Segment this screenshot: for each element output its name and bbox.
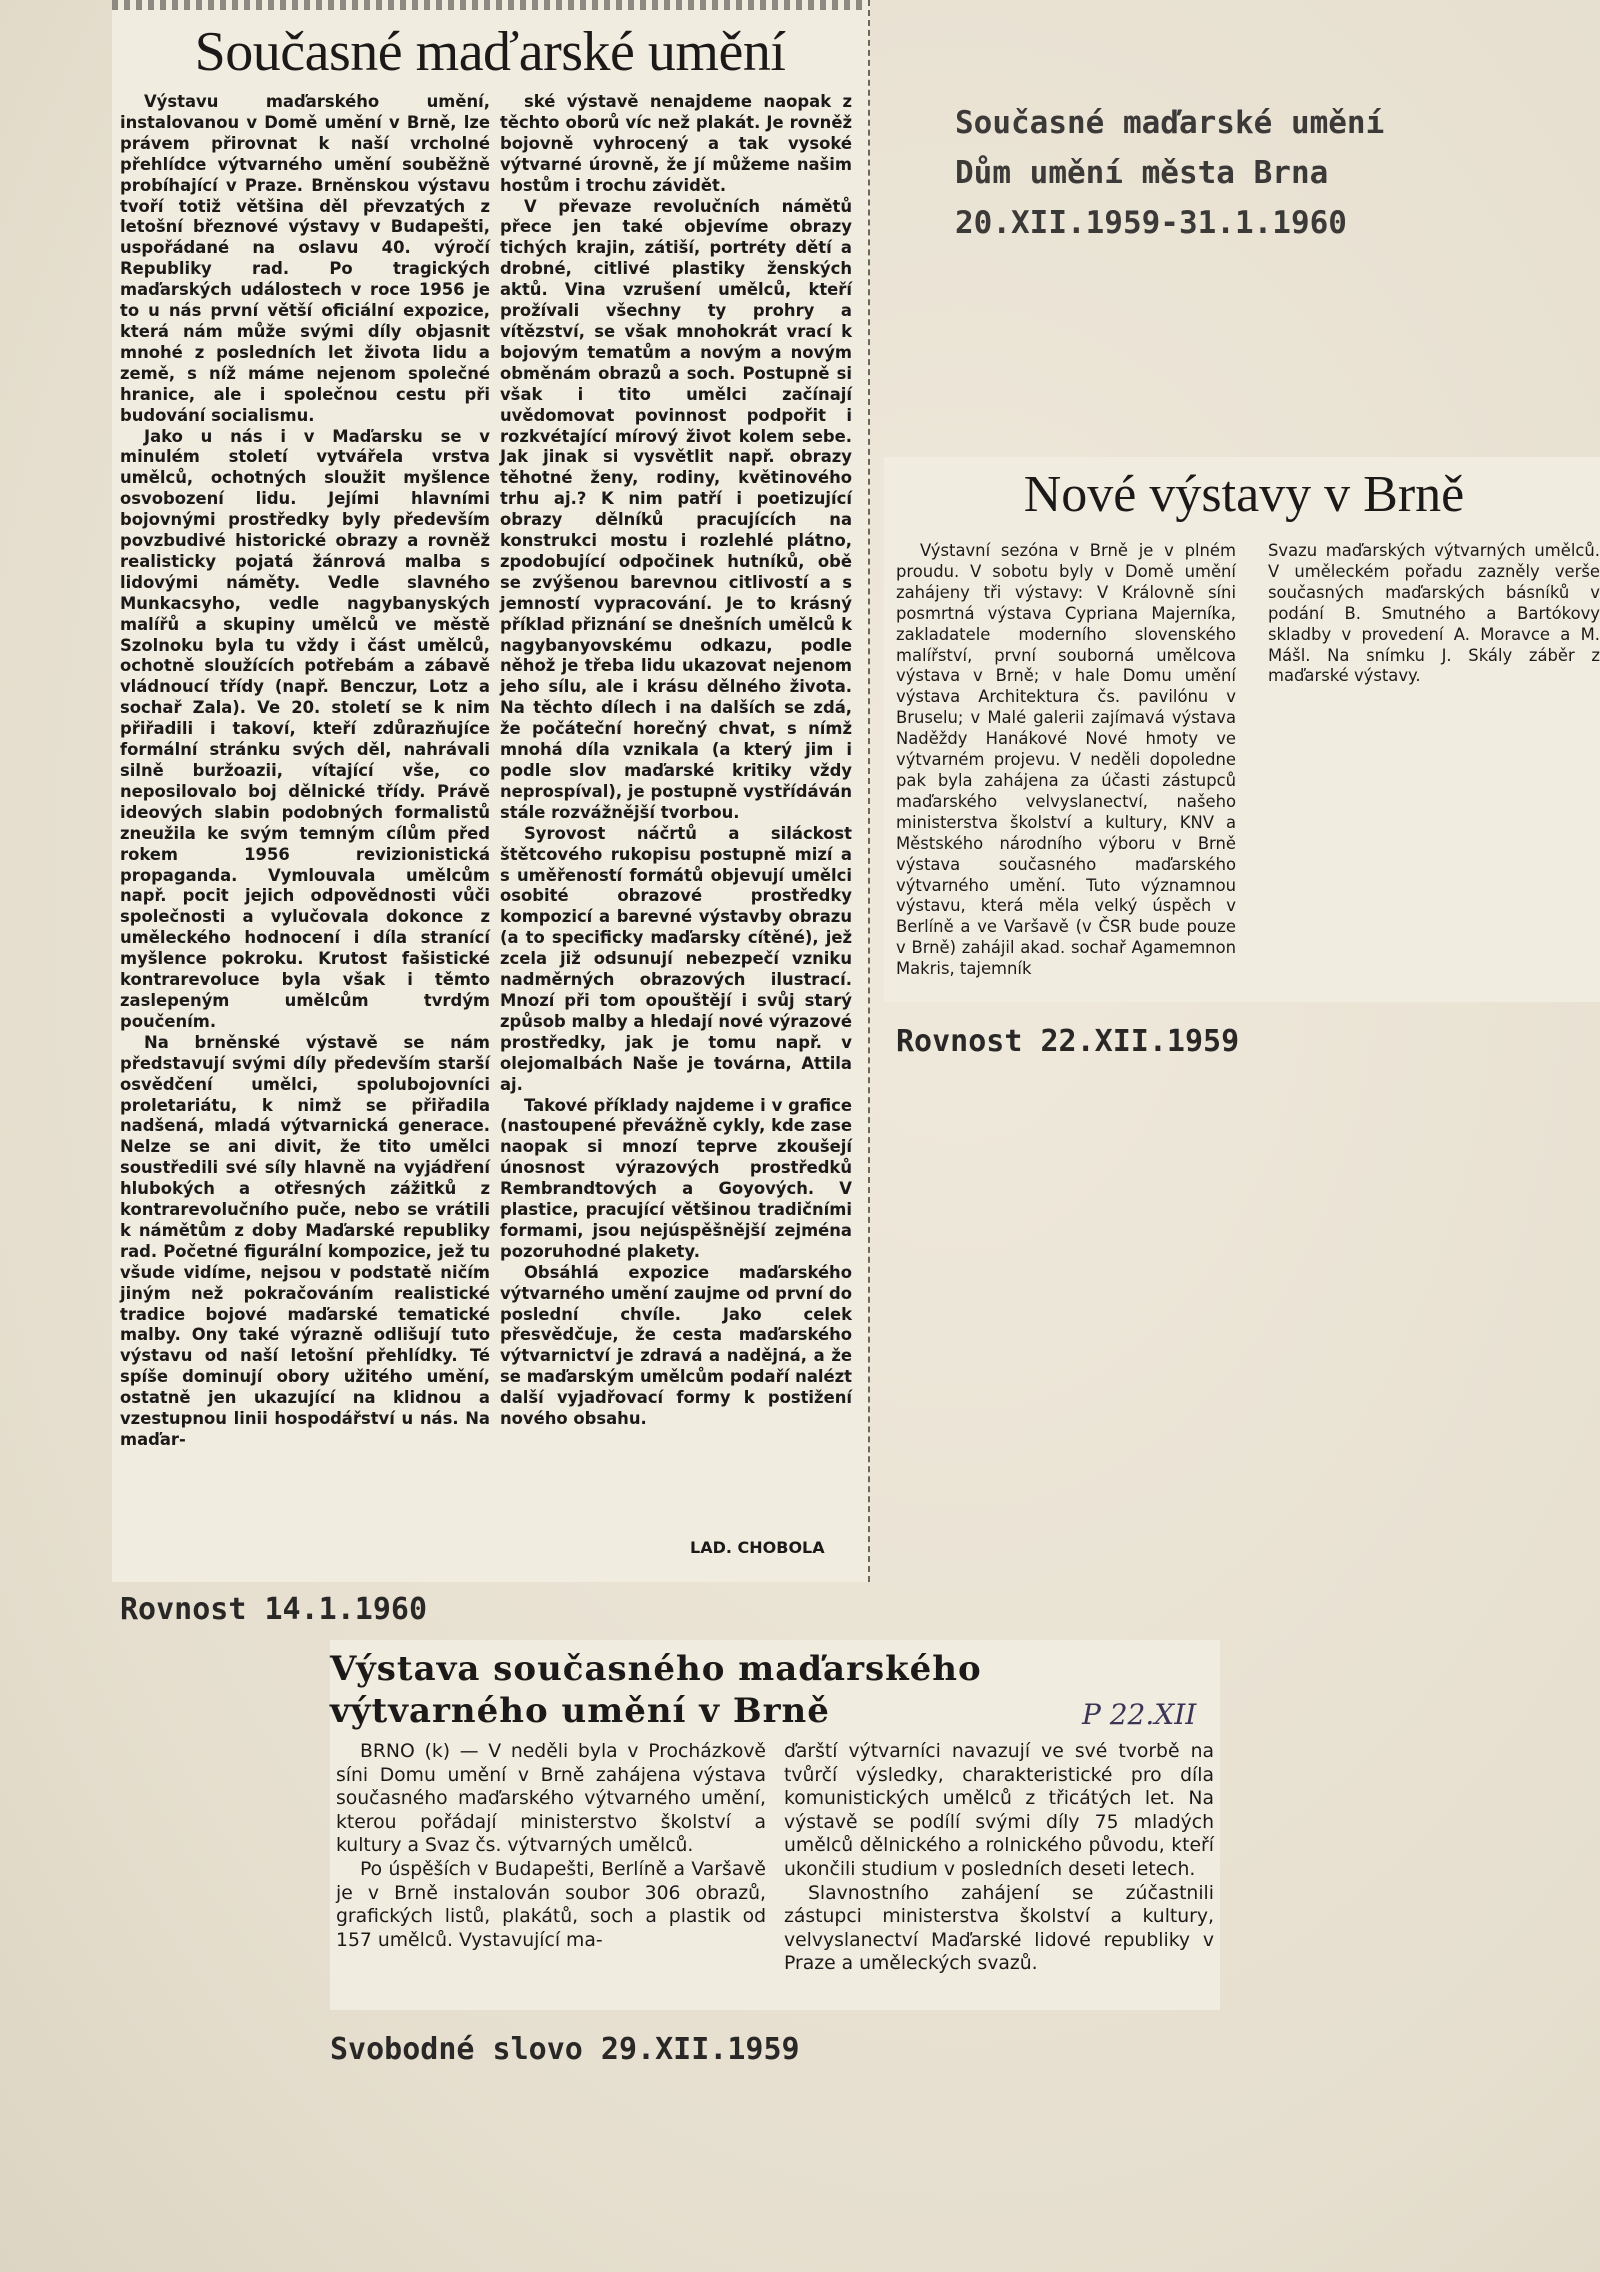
article-column-2 xyxy=(784,1740,1214,1976)
article-column-1 xyxy=(120,92,490,1451)
source-label: Rovnost 14.1.1960 xyxy=(120,1592,428,1627)
note-line: 20.XII.1959-31.1.1960 xyxy=(955,205,1347,241)
handwritten-note: P 22.XII xyxy=(1082,1698,1197,1731)
title-line: Výstava současného maďarského xyxy=(330,1649,982,1689)
paragraph: Slavnostního zahájení se zúčastnili zástupci ministerstva školství a kultury, velvyslanectví Maďarské lidové republiky v Praze a uměleckých svazů. xyxy=(784,1882,1214,1975)
clipping-vystava-soucasneho xyxy=(330,1640,1220,2010)
paragraph: Takové příklady najdeme i v grafice (nastoupené převážně cykly, kde zase naopak si mnozí teprve zkoušejí únosnost výrazových prostředků Rembrandtových a Goyových. V plastice, pracující většinou tradičními formami, jsou nejúspěšnější zejména pozoruhodné plakety. xyxy=(500,1095,852,1261)
paragraph: Po úspěších v Budapešti, Berlíně a Varšavě je v Brně instalován soubor 306 obrazů, grafických listů, plakátů, soch a plastik od 157 umělců. Vystavující ma- xyxy=(336,1858,766,1951)
note-line: Současné maďarské umění xyxy=(955,105,1385,141)
paragraph: Výstavu maďarského umění, instalovanou v Domě umění v Brně, lze právem přirovnat k naší vrcholné přehlídce výtvarného umění souběžně probíhající v Praze. Brněnskou výstavu tvoří totiž většina děl převzatých z letošní březnové výstavy v Budapešti, uspořádané na oslavu 40. výročí Republiky rad. Po tragických maďarských událostech v roce 1956 je to u nás první větší oficiální expozice, která nám může svými díly objasnit mnohé z posledních let života lidu a země, s níž máme nejenom společné hranice, ale i společnou cestu při budování socialismu. xyxy=(120,92,490,425)
paragraph: Svazu maďarských výtvarných umělců. V uměleckém pořadu zazněly verše současných maďarských básníků v podání B. Smutného a Bartókovy skladby v provedení A. Moravce a M. Mášl. Na snímku J. Skály záběr z maďarské výstavy. xyxy=(1268,541,1600,686)
paragraph: Výstavní sezóna v Brně je v plném proudu. V sobotu byly v Domě umění zahájeny tři výstavy: V Královně síni posmrtná výstava Cypriana Majerníka, zakladatele moderního slovenského malířství, první souborná umělcova výstava v Brně; v hale Domu umění výstava Architektura čs. pavilónu v Bruselu; v Malé galerii zajímavá výstava Naděždy Hanákové Nové hmoty ve výtvarném projevu. V neděli dopoledne pak byla zahájena za účasti zástupců maďarského velvyslanectví, našeho ministerstva školství a kultury, KNV a Městského národního výboru v Brně výstava současného maďarského výtvarného umění. Tuto významnou výstavu, která měla velký úspěch v Berlíně a ve Varšavě (v ČSR bude pouze v Brně) zahájil akad. sochař Agamemnon Makris, tajemník xyxy=(896,541,1236,979)
source-label: Svobodné slovo 29.XII.1959 xyxy=(330,2032,800,2067)
paragraph: ďarští výtvarníci navazují ve své tvorbě na tvůrčí výsledky, charakteristické pro díla komunistických umělců z třicátých let. Na výstavě se podílí svými díly 75 mladých umělců dělnického a rolnického původu, kteří ukončili studium v posledních deseti letech. xyxy=(784,1741,1214,1880)
clipping-nove-vystavy xyxy=(884,457,1600,1002)
paragraph: Syrovost náčrtů a siláckost štětcového rukopisu postupně mizí a s uměřeností formátů objevují umělci osobité obrazové prostředky kompozicí a barevné výstavby obrazu (a to specificky maďarsky cítěné), jež zcela již odsunují nebezpečí vzniku nadměrných obrazových ilustrací. Mnozí při tom opouštějí i svůj starý způsob malby a hledají nové výrazové prostředky, jak je tomu např. v olejomalbách Naše je továrna, Attila aj. xyxy=(500,823,852,1094)
title-line: výtvarného umění v Brně xyxy=(330,1691,830,1731)
article-title: Současné maďarské umění xyxy=(194,21,786,83)
paragraph: ské výstavě nenajdeme naopak z těchto oborů víc než plakát. Je rovněž bojovně vyhrocený a tak vysoké výtvarné úrovně, že jí můžeme našim hostům i trochu závidět. xyxy=(500,92,852,195)
paragraph: BRNO (k) — V neděli byla v Procházkově síni Domu umění v Brně zahájena výstava současného maďarského výtvarného umění, kterou pořádají ministerstvo školství a kultury a Svaz čs. výtvarných umělců. xyxy=(336,1741,766,1857)
paragraph: Na brněnské výstavě se nám představují svými díly především starší osvědčení umělci, spolubojovníci proletariátu, k nimž se přiřadila nadšená, mladá výtvarnická generace. Nelze se ani divit, že tito umělci soustředili své síly hlavně na vyjádření hlubokých a otřesných zážitků z kontrarevolučního puče, nebo se vrátili k námětům z doby Maďarské republiky rad. Početné figurální kompozice, jež tu všude vidíme, nejsou v podstatě ničím jiným než pokračováním realistické tradice bojové maďarské tematické malby. Ony také výrazně odlišují tuto výstavu od naší letošní přehlídky. Té spíše dominují obory užitého umění, ostatně jen ukazující na klidnou a vzestupnou linii hospodářství u nás. Na maďar- xyxy=(120,1032,490,1449)
note-line: Dům umění města Brna xyxy=(955,155,1329,191)
paragraph: V převaze revolučních námětů přece jen také objevíme obrazy tichých krajin, zátiší, portréty dětí a drobné, citlivé plastiky ženských aktů. Vina vzrušení umělců, kteří prožívali všechny ty prohry a vítězství, se však mnohokrát vrací k bojovým tematům a novým a novým obměnám obrazů a soch. Postupně si však i tito umělci začínají uvědomovat povinnost podpořit i rozkvétající mírový život kolem sebe. Jak jinak si vysvětlit např. obrazy těhotné ženy, rodiny, květinového trhu aj.? K nim patří i poetizující obrazy dělníků pracujících na konstrukci mostu i rozlehlé plátno, zpodobující odpočinek hutníků, obě se zvýšenou barevnou citlivostí a s jemností vypracování. Je to krásný příklad přiznání se dnešních umělců k nagybanyovskému odkazu, podle něhož je třeba lidu ukazovat nejenom jeho sílu, ale i krásu dělného života. Na těchto dílech i na dalších se zdá, že počáteční horečný chvat, s nímž mnohá díla vznikala (a který jim i podle slov maďarské kritiky vždy neprospíval), je postupně vystřídáván stále rozvážnější tvorbou. xyxy=(500,196,852,822)
typed-exhibition-note xyxy=(955,98,1384,248)
paragraph: Jako u nás i v Maďarsku se v minulém století vytvářela vrstva umělců, ochotných sloužit myšlence osvobození lidu. Jejími hlavními bojovnými prostředky byly především povzbudivé historické obrazy a rovněž realisticky pojatá žánrová malba s lidovými náměty. Vedle slavného Munkacsyho, vedle nagybanyských malířů a skupiny umělců ve městě Szolnoku byla tu vždy i část umělců, ochotně sloužících potřebám a zábavě vládnoucí třídy (např. Benczur, Lotz a sochař Zala). Ve 20. století se k nim přiřadili i takoví, kteří zdůrazňujíce formální stránku svých děl, nahrávali silně buržoazii, vítající vše, co neposilovalo boj dělnické třídy. Právě ideových slabin podobných formalistů zneužila ke svým temným cílům před rokem 1956 revizionistická propaganda. Vymlouvala umělcům např. pocit jejich odpovědnosti vůči společnosti a vylučovala dokonce z uměleckého hodnocení i díla stranící myšlence pokroku. Krutost fašistické kontrarevoluce byla však i těmto zaslepeným umělcům tvrdým poučením. xyxy=(120,426,490,1031)
paragraph: Obsáhlá expozice maďarského výtvarného umění zaujme od první do poslední chvíle. Jako celek přesvědčuje, že cesta maďarského výtvarnictví je zdravá a nadějná, a že se maďarským umělcům podaří nalézt další vyjadřovací formy k postižení nového obsahu. xyxy=(500,1262,852,1429)
article-title: Nové výstavy v Brně xyxy=(1023,466,1465,523)
article-column-1 xyxy=(896,541,1236,980)
source-label: Rovnost 22.XII.1959 xyxy=(896,1024,1240,1059)
article-signature: LAD. CHOBOLA xyxy=(690,1538,825,1557)
article-column-1 xyxy=(336,1740,766,1952)
article-column-2 xyxy=(1268,541,1600,687)
article-column-2 xyxy=(500,92,852,1430)
